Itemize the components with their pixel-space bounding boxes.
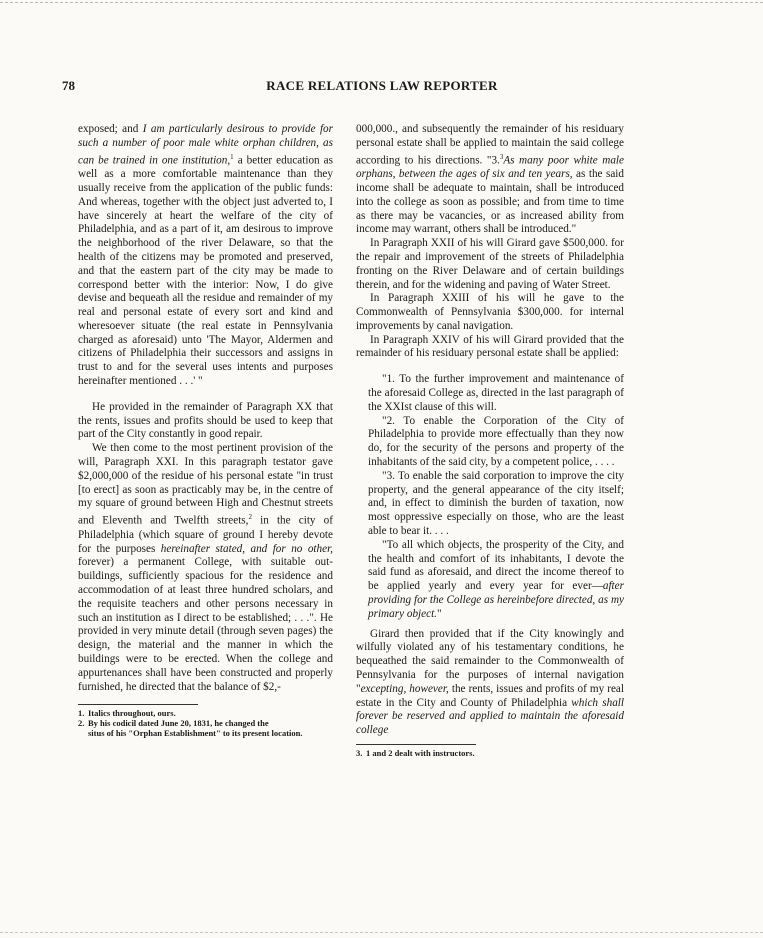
page-number: 78 (62, 78, 75, 93)
quote-item-2: "2. To enable the Corporation of the City of Philadelphia to provide more effectually than they now do, for the security of the persons and property of the inhabitants of the said city, by a competent police, . . . . (368, 414, 624, 469)
right-paragraph-2: In Paragraph XXII of his will Girard gave $500,000. for the repair and improvement of the streets of Philadelphia fronting on the River Delaware and of certain buildings therein, and for the widening and paving of Water Street. (356, 237, 624, 291)
text-run: forever) a permanent College, with suitable out-buildings, sufficiently spacious for the residence and accommodation of at least three hundred scholars, and the requisite teachers and other persons necessary in such an institution as I direct to be established; . . .". He provided in very minute detail (through seven pages) the design, the material and the manner in which the buildings were to be erected. When the college and appurtenances shall have been constructed and properly furnished, he directed that the balance of $2,- (78, 556, 333, 693)
right-footnotes (356, 744, 476, 758)
italic-text: after providing for the College as hereinbefore directed, as my primary object. (368, 580, 624, 620)
block-quote (368, 373, 624, 621)
text-run: 000,000., and subsequently the remainder of his residuary personal estate shall be applied to maintain the said college according to his directions. "3. (356, 123, 624, 167)
footnote-1: 1. Italics throughout, ours. (78, 708, 176, 719)
text-run: Girard then provided that if the City knowingly and wilfully violated any of his testamentary conditions, he bequeathed the said remainder to the Commonwealth of Pennsylvania for the purposes of internal navigation " (356, 627, 624, 695)
quote-item-3: "3. To enable the said corporation to improve the city property, and the general appearance of the city itself; and, in effect to diminish the burden of taxation, now most oppressive especially on those, who are the least able to bear it. . . . (368, 469, 624, 538)
text-run: the rents, issues and profits of my real estate in the City and County of Philadelphia (356, 682, 624, 709)
left-paragraph-2 (78, 401, 333, 442)
footnote-marker: 3 (499, 152, 504, 161)
right-paragraph-1 (356, 123, 624, 237)
footnote-marker: 2 (248, 513, 252, 522)
left-column (78, 123, 333, 738)
italic-text: which shall forever be reserved and applied to maintain the aforesaid college (356, 696, 625, 737)
text-run: as the said income shall be adequate to maintain, shall be introduced into the college as soon as possible; and from time to time as there may be vacancies, or as increased ability from income may warrant, others shall be introduced." (356, 168, 624, 236)
right-paragraph-3: In Paragraph XXIII of his will he gave to the Commonwealth of Pennsylvania $300,000. for internal improvements by canal navigation. (356, 292, 624, 332)
text-run: He provided in the remainder of Paragraph XX that the rents, issues and profits should be used to keep that part of the City constantly in good repair. (78, 400, 333, 441)
italic-text: As many poor white male orphans, between the ages of six and ten years, (356, 154, 624, 181)
left-paragraph-1 (78, 123, 333, 389)
text-run: We then come to the most pertinent provision of the will, Paragraph XXI. In this paragraph testator gave $2,000,000 of the residue of his personal estate "in trust [to erect] as soon as practicably may be, in the centre of my square of ground between High and Chestnut streets and Eleventh and Twelfth streets, (78, 442, 333, 527)
text-run: "To all which objects, the prosperity of the City, and the health and comfort of its inhabitants, I devote the said fund as aforesaid, and direct the income thereof to be applied yearly and every year for ever— (368, 538, 624, 593)
italic-text: hereinafter stated, and for no other, (160, 542, 333, 555)
footnote-3: 3. 1 and 2 dealt with instructors. (356, 748, 475, 758)
quote-item-4 (368, 539, 624, 622)
footnote-marker: 1 (230, 152, 234, 161)
bottom-dashed-rule (0, 932, 763, 933)
italic-text: I am particularly desirous to provide for such a number of poor male white orphan children, as can be trained in one institution, (78, 123, 333, 167)
left-footnotes (78, 704, 303, 739)
text-run: " (436, 607, 442, 620)
running-head: RACE RELATIONS LAW REPORTER (266, 78, 498, 93)
footnote-2: 2. By his codicil dated June 20, 1831, he changed the situs of his "Orphan Establishment" to its present location. (78, 718, 303, 739)
text-run: in the city of Philadelphia (which square of ground I hereby devote for the purposes (78, 514, 333, 555)
left-paragraph-3 (78, 442, 333, 694)
top-dashed-rule (0, 2, 763, 3)
italic-text: excepting, however, (360, 682, 449, 695)
right-column (356, 123, 624, 758)
text-run: a better education as well as a more comfortable maintenance than they usually receive from the application of the public funds: And whereas, together with the object just adverted to, I have sincerely at heart the welfare of the city of Philadelphia, and as a part of it, am desirous to improve the neighborhood of the river Delaware, so that the health of the citizens may be promoted and preserved, and that the eastern part of the city may be made to correspond better with the interior: Now, I do give devise and bequeath all the residue and remainder of my real and personal estate of every sort and kind and wheresoever situate (the real estate in Pennsylvania charged as aforesaid) unto 'The Mayor, Aldermen and citizens of Philadelphia their successors and assigns in trust to and for the several uses intents and purposes hereinafter mentioned . . .' " (78, 154, 333, 388)
quote-item-1: "1. To the further improvement and maintenance of the aforesaid College as, directed in the last paragraph of the XXIst clause of this will. (368, 373, 624, 413)
right-paragraph-5 (356, 628, 624, 738)
right-paragraph-4: In Paragraph XXIV of his will Girard provided that the remainder of his residuary personal estate shall be applied: (356, 333, 624, 360)
text-run: exposed; and (78, 123, 143, 135)
page-header (62, 78, 702, 98)
